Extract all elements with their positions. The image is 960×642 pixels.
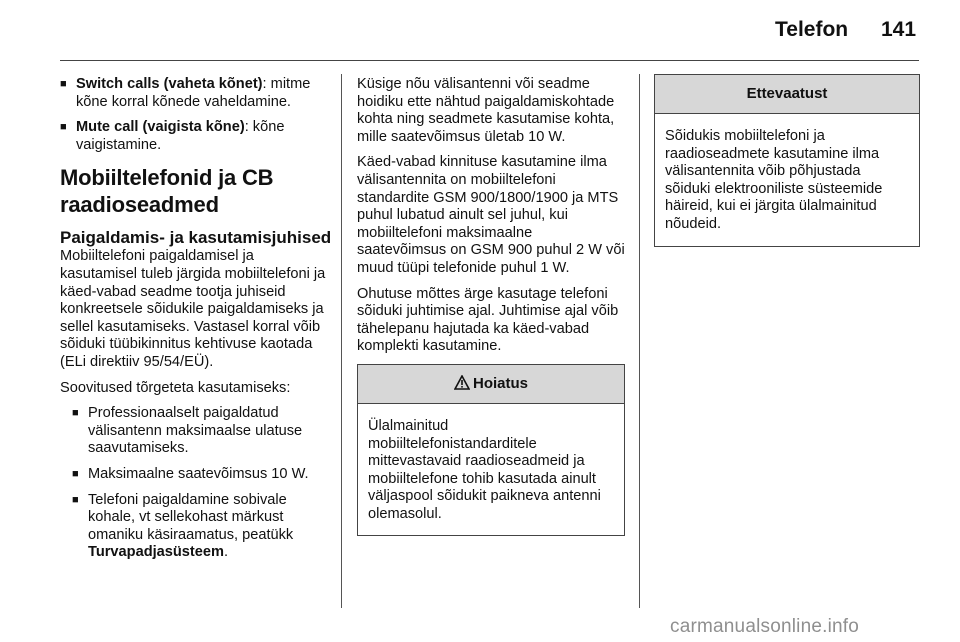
list-item-end: . <box>224 544 229 561</box>
option-term: Mute call (vaigista kõne) <box>76 119 245 136</box>
page-header <box>0 0 960 60</box>
section-title: Mobiiltelefonid ja CB raadioseadmed <box>60 165 274 218</box>
option-term: Switch calls (vaheta kõnet) <box>76 76 263 92</box>
recommendations-list <box>60 405 332 562</box>
paragraph: Küsige nõu välisantenni või seadme hoidiku ette nähtud paigaldamiskohtade kohta ning seadmete kasutamise kohta, mille saatevõimsus ületab 10 W. <box>357 76 615 145</box>
column-divider <box>639 74 640 608</box>
warning-header <box>358 365 624 404</box>
column-divider <box>341 74 342 608</box>
header-title: Telefon <box>775 18 849 41</box>
column-left <box>60 76 332 570</box>
watermark: carmanualsonline.info <box>670 616 860 637</box>
warning-triangle-icon <box>454 375 470 390</box>
intro-paragraph: Mobiiltelefoni paigaldamisel ja kasutamisel tuleb järgida mobiiltelefoni ja käed-vabad seadme tootja juhiseid konkreetsele sõidukile paigaldamiseks ja sellel kasutamiseks. Vastasel korral võib sõiduki tüübikinnitus kehtivuse kaotada (ELi direktiiv 95/54/EÜ). <box>60 248 326 370</box>
subsection-title: Paigaldamis- ja kasutamisjuhised <box>60 228 332 248</box>
menu-options-list <box>60 76 332 154</box>
list-item <box>72 492 332 562</box>
option-text: : kõne vaigistamine. <box>76 119 285 153</box>
column-right <box>654 76 920 247</box>
list-item-text: Telefoni paigaldamine sobivale kohale, vt sellekohast märkust omaniku käsiraamatus, peatükk <box>88 491 294 543</box>
column-middle <box>357 76 625 536</box>
paragraph: Käed-vabad kinnituse kasutamine ilma välisantennita on mobiiltelefoni standardite GSM 900/1800/1900 ja MTS puhul lubatud ainult sel juhul, kui mobiiltelefoni maksimaalne saatevõimsus on GSM 900 puhul 2 W või muud tüüpi telefonide puhul 1 W. <box>357 154 625 276</box>
page-number: 141 <box>881 18 917 41</box>
list-item: ■ Professionaalselt paigaldatud välisantenn maksimaalse ulatuse saavutamiseks. <box>72 405 332 458</box>
list-item: ■ Maksimaalne saatevõimsus 10 W. <box>72 466 332 484</box>
warning-title: Hoiatus <box>472 374 528 392</box>
caution-box <box>654 74 920 247</box>
warning-text: Ülalmainitud mobiiltelefonistandarditele mittevastavaid raadioseadmeid ja mobiiltelefone tohib kasutada ainult väljaspool sõidukit paikneva antenni olemasolul. <box>368 417 601 522</box>
header-divider <box>60 60 919 61</box>
list-item <box>60 76 332 111</box>
caution-text: Sõidukis mobiiltelefoni ja raadioseadmete kasutamine ilma välisantennita võib põhjustada sõiduki elektrooniliste süsteemide häireid, kui ei järgita ülalmainitud nõudeid. <box>665 128 883 232</box>
airbag-reference: Turvapadjasüsteem <box>88 544 224 561</box>
paragraph: Ohutuse mõttes ärge kasutage telefoni sõiduki juhtimise ajal. Juhtimise ajal võib tähelepanu hajutada ka käed-vabad komplekti kasutamine. <box>357 285 619 355</box>
list-item <box>60 119 332 154</box>
recommendations-label: Soovitused tõrgeteta kasutamiseks: <box>60 379 291 396</box>
option-text: : mitme kõne korral kõnede vaheldamine. <box>76 76 311 110</box>
caution-header: Ettevaatust <box>655 75 919 114</box>
warning-box <box>357 364 625 537</box>
